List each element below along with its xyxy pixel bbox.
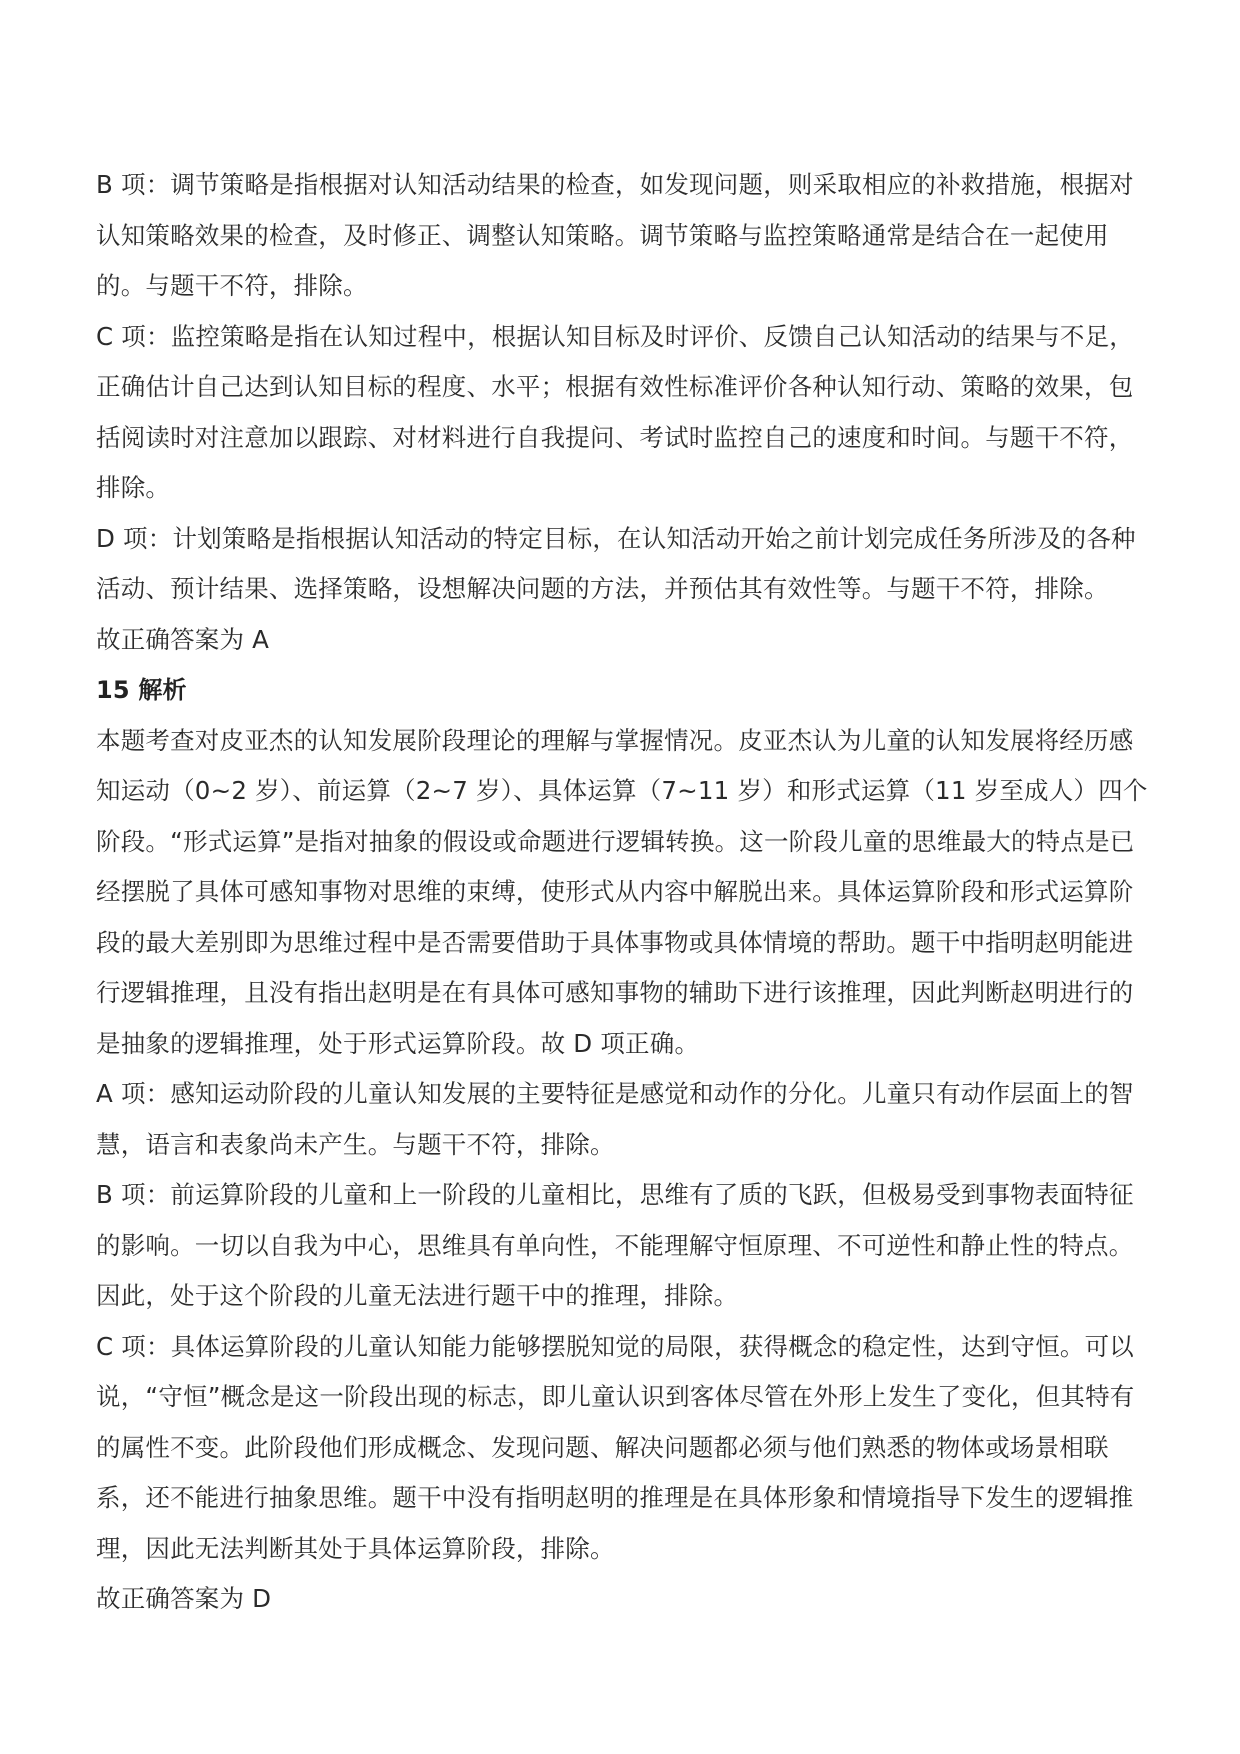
analysis-q15: 本题考查对皮亚杰的认知发展阶段理论的理解与掌握情况。皮亚杰认为儿童的认知发展将经历感知运动（0~2 岁）、前运算（2~7 岁）、具体运算（7~11 岁）和形式运算（11 岁至成人）四个阶段。“形式运算”是指对抽象的假设或命题进行逻辑转换。这一阶段儿童的思维最大的特点是已经摆脱了具体可感知事物对思维的束缚，使形式从内容中解脱出来。具体运算阶段和形式运算阶段的最大差别即为思维过程中是否需要借助于具体事物或具体情境的帮助。题干中指明赵明能进行逻辑推理，且没有指出赵明是在有具体可感知事物的辅助下进行该推理，因此判断赵明进行的是抽象的逻辑推理，处于形式运算阶段。故 D 项正确。 (96, 725, 1148, 1058)
section-title-q15: 15 解析 (96, 676, 187, 704)
option-c-explanation-q15: C 项：具体运算阶段的儿童认知能力能够摆脱知觉的局限，获得概念的稳定性，达到守恒。可以说，“守恒”概念是这一阶段出现的标志，即儿童认识到客体尽管在外形上发生了变化，但其特有的属性不变。此阶段他们形成概念、发现问题、解决问题都必须与他们熟悉的物体或场景相联系，还不能进行抽象思维。题干中没有指明赵明的推理是在具体形象和情境指导下发生的逻辑推理，因此无法判断其处于具体运算阶段，排除。 (96, 1331, 1135, 1563)
option-b-explanation-q14: B 项：调节策略是指根据对认知活动结果的检查，如发现问题，则采取相应的补救措施，根据对认知策略效果的检查，及时修正、调整认知策略。调节策略与监控策略通常是结合在一起使用的。与题干不符，排除。 (96, 170, 1134, 300)
answer-q14: 故正确答案为 A (96, 624, 270, 654)
document-body (96, 160, 1148, 1625)
option-b-explanation-q15: B 项：前运算阶段的儿童和上一阶段的儿童相比，思维有了质的飞跃，但极易受到事物表面特征的影响。一切以自我为中心，思维具有单向性，不能理解守恒原理、不可逆性和静止性的特点。因此，处于这个阶段的儿童无法进行题干中的推理，排除。 (96, 1180, 1134, 1310)
option-d-explanation-q14: D 项：计划策略是指根据认知活动的特定目标，在认知活动开始之前计划完成任务所涉及的各种活动、预计结果、选择策略，设想解决问题的方法，并预估其有效性等。与题干不符，排除。 (96, 523, 1136, 603)
option-a-explanation-q15: A 项：感知运动阶段的儿童认知发展的主要特征是感觉和动作的分化。儿童只有动作层面上的智慧，语言和表象尚未产生。与题干不符，排除。 (96, 1079, 1134, 1159)
option-c-explanation-q14: C 项：监控策略是指在认知过程中，根据认知目标及时评价、反馈自己认知活动的结果与不足，正确估计自己达到认知目标的程度、水平；根据有效性标准评价各种认知行动、策略的效果，包括阅读时对注意加以跟踪、对材料进行自我提问、考试时监控自己的速度和时间。与题干不符，排除。 (96, 321, 1134, 502)
answer-q15: 故正确答案为 D (96, 1584, 272, 1613)
